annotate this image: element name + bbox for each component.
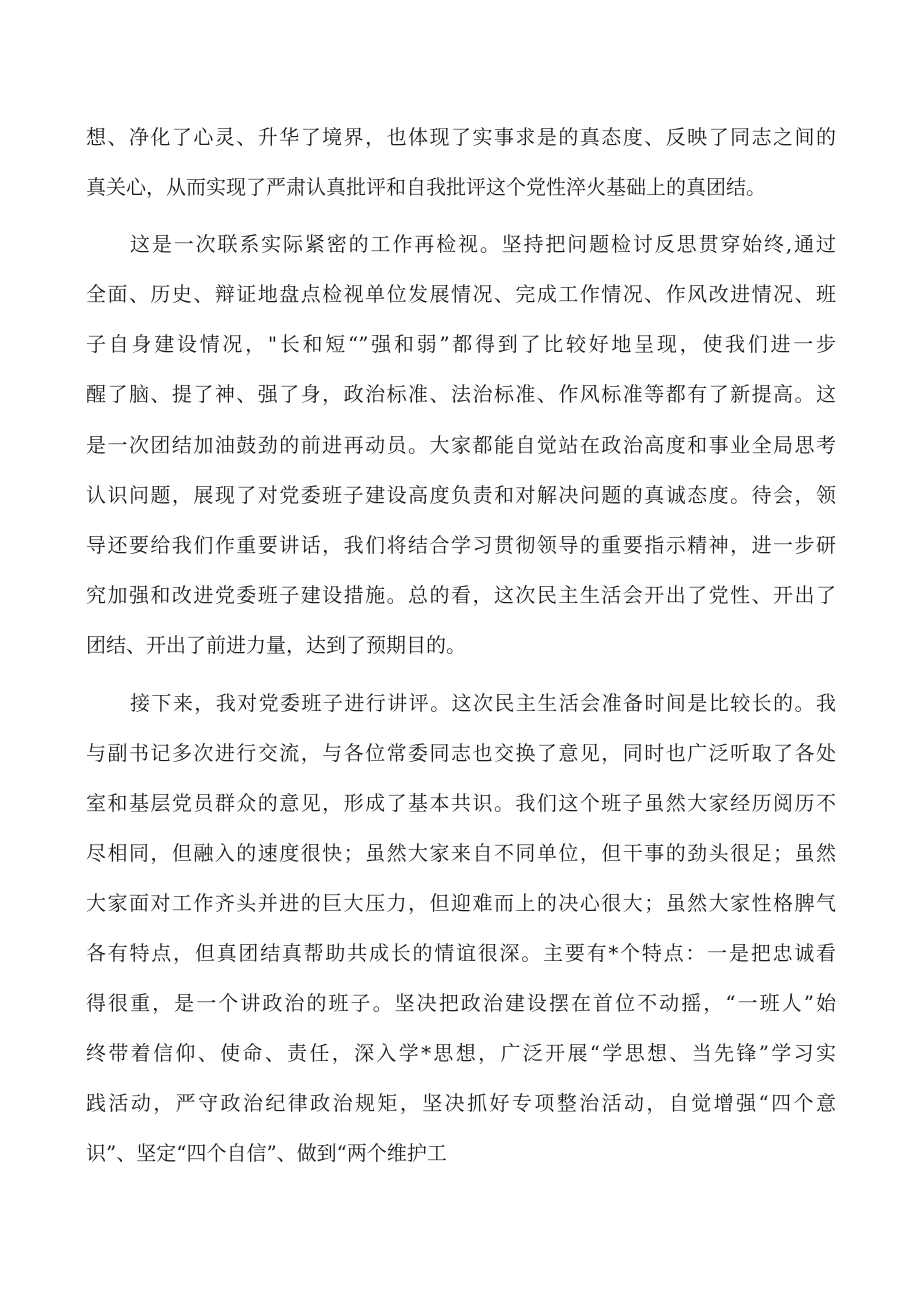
text-line: 认识问题，展现了对党委班子建设高度负责和对解决问题的真诚态度。待会，领 (86, 483, 836, 507)
text-line: 尽相同，但融入的速度很快；虽然大家来自不同单位，但干事的劲头很足；虽然 (86, 841, 836, 865)
text-line: 识”、坚定“四个自信”、做到“两个维护工 (86, 1141, 447, 1165)
text-line: 团结、开出了前进力量，达到了预期目的。 (86, 633, 466, 657)
text-line: 各有特点，但真团结真帮助共成长的情谊很深。主要有*个特点：一是把忠诚看 (86, 941, 836, 965)
text-line: 子自身建设情况，"长和短“”强和弱”都得到了比较好地呈现，使我们进一步 (86, 332, 836, 356)
paragraph-start-line: 接下来，我对党委班子进行讲评。这次民主生活会准备时间是比较长的。我 (130, 691, 836, 715)
text-line: 全面、历史、辩证地盘点检视单位发展情况、完成工作情况、作风改进情况、班 (86, 282, 836, 306)
text-line: 是一次团结加油鼓劲的前进再动员。大家都能自觉站在政治高度和事业全局思考 (86, 433, 836, 457)
paragraph-start-line: 这是一次联系实际紧密的工作再检视。坚持把问题检讨反思贯穿始终,通过 (130, 232, 836, 256)
text-line: 究加强和改进党委班子建设措施。总的看，这次民主生活会开出了党性、开出了 (86, 583, 836, 607)
text-line: 与副书记多次进行交流，与各位常委同志也交换了意见，同时也广泛听取了各处 (86, 741, 836, 765)
text-line: 真关心，从而实现了严肃认真批评和自我批评这个党性淬火基础上的真团结。 (86, 175, 766, 199)
text-line: 践活动，严守政治纪律政治规矩，坚决抓好专项整治活动，自觉增强“四个意 (86, 1091, 836, 1115)
text-line: 醒了脑、提了神、强了身，政治标准、法治标准、作风标准等都有了新提高。这 (86, 382, 836, 406)
text-line: 得很重，是一个讲政治的班子。坚决把政治建设摆在首位不动摇，“一班人”始 (86, 991, 836, 1015)
text-line: 室和基层党员群众的意见，形成了基本共识。我们这个班子虽然大家经历阅历不 (86, 791, 836, 815)
text-line: 想、净化了心灵、升华了境界，也体现了实事求是的真态度、反映了同志之间的 (86, 125, 836, 149)
text-line: 大家面对工作齐头并进的巨大压力，但迎难而上的决心很大；虽然大家性格脾气 (86, 891, 836, 915)
text-line: 导还要给我们作重要讲话，我们将结合学习贯彻领导的重要指示精神，进一步研 (86, 533, 836, 557)
text-line: 终带着信仰、使命、责任，深入学*思想，广泛开展“学思想、当先锋”学习实 (86, 1041, 836, 1065)
